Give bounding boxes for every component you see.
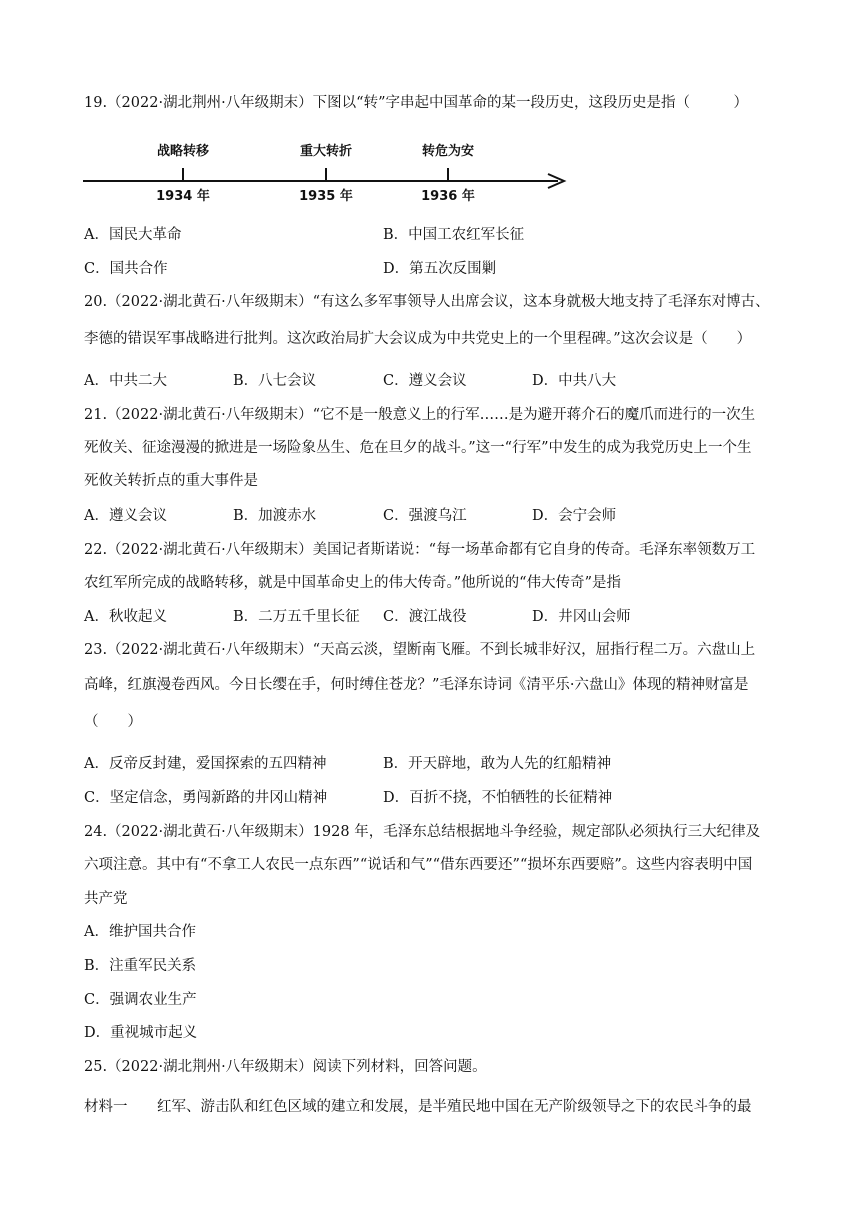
q23-stem-line: 23.（2022·湖北黄石·八年级期末）“天高云淡，望断南飞雁。不到长城非好汉，屈指行程二万。六盘山上 — [84, 642, 756, 658]
q25-stem: 25.（2022·湖北荆州·八年级期末）阅读下列材料，回答问题。 — [84, 1059, 487, 1075]
q19-option-b: B．中国工农红军长征 — [383, 227, 525, 243]
q19-option-d: D．第五次反围剿 — [383, 261, 497, 277]
timeline-year-3: 1936 年 — [421, 189, 475, 204]
timeline-year-1: 1934 年 — [156, 189, 210, 204]
timeline-event-3: 转危为安 — [421, 144, 475, 159]
timeline-event-1: 战略转移 — [156, 144, 210, 159]
timeline-year-2: 1935 年 — [299, 189, 353, 204]
q23-stem-line: （ ） — [84, 714, 142, 730]
q24-option-a: A．维护国共合作 — [84, 924, 196, 940]
q21-stem-line: 21.（2022·湖北黄石·八年级期末）“它不是一般意义上的行军……是为避开蒋介石的魔爪而进行的一次生 — [84, 407, 756, 423]
q23-option-c: C．坚定信念，勇闯新路的井冈山精神 — [84, 790, 328, 806]
q23-option-b: B．开天辟地，敢为人先的红船精神 — [383, 756, 612, 772]
q19-stem: 19.（2022·湖北荆州·八年级期末）下图以“转”字串起中国革命的某一段历史，这段历史是指（ ） — [84, 95, 749, 111]
q22-option-c: C．渡江战役 — [383, 609, 467, 625]
q24-stem-line: 24.（2022·湖北黄石·八年级期末）1928 年，毛泽东总结根据地斗争经验，规定部队必须执行三大纪律及 — [84, 824, 761, 840]
q21-option-a: A．遵义会议 — [84, 508, 167, 524]
q21-stem-line: 死攸关、征途漫漫的掀进是一场险象丛生、危在旦夕的战斗。”这一“行军”中发生的成为我党历史上一个生 — [84, 440, 752, 456]
q21-option-b: B．加渡赤水 — [233, 508, 317, 524]
q24-option-c: C．强调农业生产 — [84, 992, 197, 1008]
q20-option-c: C．遵义会议 — [383, 373, 467, 389]
q20-stem-line: 20.（2022·湖北黄石·八年级期末）“有这么多军事领导人出席会议，这本身就极大地支持了毛泽东对博古、 — [84, 294, 770, 310]
q20-stem-line: 李德的错误军事战略进行批判。这次政治局扩大会议成为中共党史上的一个里程碑。”这次会议是（ ） — [84, 331, 752, 347]
q20-option-a: A．中共二大 — [84, 373, 167, 389]
q19-option-c: C．国共合作 — [84, 261, 168, 277]
q19-timeline — [80, 128, 580, 208]
q20-option-b: B．八七会议 — [233, 373, 317, 389]
q24-stem-line: 六项注意。其中有“不拿工人农民一点东西”“说话和气”“借东西要还”“损坏东西要赔”。这些内容表明中国 — [84, 857, 753, 873]
q24-stem-line: 共产党 — [84, 891, 128, 907]
q21-option-d: D．会宁会师 — [532, 508, 617, 524]
q20-option-d: D．中共八大 — [532, 373, 617, 389]
q25-material-text: 红军、游击队和红色区域的建立和发展，是半殖民地中国在无产阶级领导之下的农民斗争的最 — [157, 1099, 752, 1115]
q23-option-a: A．反帝反封建，爱国探索的五四精神 — [84, 756, 327, 772]
q25-material-label: 材料一 — [84, 1099, 128, 1115]
q23-stem-line: 高峰，红旗漫卷西风。今日长缨在手，何时缚住苍龙？”毛泽东诗词《清平乐·六盘山》体现的精神财富是 — [84, 677, 749, 693]
q24-option-d: D．重视城市起义 — [84, 1025, 198, 1041]
q22-option-b: B．二万五千里长征 — [233, 609, 360, 625]
q22-option-a: A．秋收起义 — [84, 609, 167, 625]
q23-option-d: D．百折不挠，不怕牺牲的长征精神 — [383, 790, 613, 806]
timeline-event-2: 重大转折 — [299, 144, 353, 159]
q24-option-b: B．注重军民关系 — [84, 958, 197, 974]
q21-option-c: C．强渡乌江 — [383, 508, 467, 524]
q22-stem-line: 22.（2022·湖北黄石·八年级期末）美国记者斯诺说：“每一场革命都有它自身的传奇。毛泽东率领数万工 — [84, 542, 756, 558]
q21-stem-line: 死攸关转折点的重大事件是 — [84, 473, 258, 489]
q22-stem-line: 农红军所完成的战略转移，就是中国革命史上的伟大传奇。”他所说的“伟大传奇”是指 — [84, 575, 621, 591]
q22-option-d: D．井冈山会师 — [532, 609, 631, 625]
q19-option-a: A．国民大革命 — [84, 227, 182, 243]
